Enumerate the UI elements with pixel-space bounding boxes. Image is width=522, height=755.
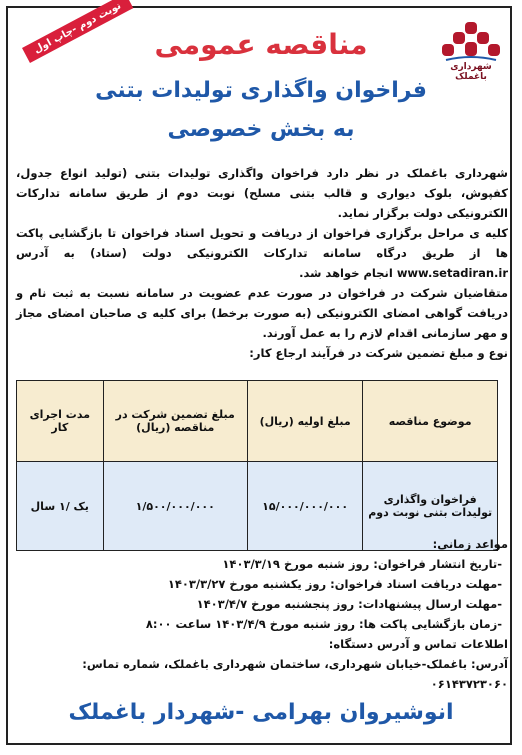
table-header-row xyxy=(17,381,498,462)
paragraph-2 xyxy=(16,223,508,283)
schedule-heading: مواعد زمانی: xyxy=(432,537,508,551)
logo-caption: شهرداری باغملک xyxy=(450,62,492,82)
edition-ribbon: نوبت دوم -چاپ اول xyxy=(22,0,133,63)
cell-duration: یک /۱ سال xyxy=(17,462,104,551)
schedule-item: -تاریخ انتشار فراخوان: روز شنبه مورخ ۱۴۰۳/۳/۱۹ xyxy=(222,557,502,571)
notice-body xyxy=(16,163,508,363)
paragraph-4: نوع و مبلغ تضمین شرکت در فرآیند ارجاع کار: xyxy=(249,346,508,360)
paragraph-3: متقاضیان شرکت در فراخوان در صورت عدم عضویت در سامانه نسبت به ثبت نام و دریافت گواهی امضای الکترونیکی (به صورت برخط) برای کلیه ی صاحبان امضای مجاز و مهر سازمانی اقدام لازم را به عمل آورند. xyxy=(16,286,508,340)
schedule-item: -مهلت دریافت اسناد فراخوان: روز یکشنبه مورخ ۱۴۰۳/۳/۲۷ xyxy=(167,577,502,591)
header-guarantee-amount: مبلغ تضمین شرکت در مناقصه (ریال) xyxy=(103,381,247,462)
contact-heading: اطلاعات تماس و آدرس دستگاه: xyxy=(328,637,508,651)
cell-initial-amount: ۱۵/۰۰۰/۰۰۰/۰۰۰ xyxy=(247,462,362,551)
header-duration: مدت اجرای کار xyxy=(17,381,104,462)
notice-title: مناقصه عمومی xyxy=(154,28,368,61)
header-initial-amount: مبلغ اولیه (ریال) xyxy=(247,381,362,462)
notice-subtitle: فراخوان واگذاری تولیدات بتنی xyxy=(95,78,427,103)
notice-subtitle-2: به بخش خصوصی xyxy=(167,117,355,142)
schedule-section xyxy=(16,534,508,694)
paragraph-2-start: کلیه ی مراحل برگزاری فراخوان از دریافت و تحویل اسناد فراخوان تا بازگشایی پاکت ها از طریق درگاه سامانه تدارکات الکترونیکی دولت (ستاد) به آدرس xyxy=(16,226,508,260)
cell-guarantee-amount: ۱/۵۰۰/۰۰۰/۰۰۰ xyxy=(103,462,247,551)
paragraph-2-end: انجام خواهد شد. xyxy=(299,266,393,280)
cell-subject: فراخوان واگذاری تولیدات بتنی نوبت دوم xyxy=(363,462,498,551)
contact-address: آدرس: باغملک-خیابان شهرداری، ساختمان شهرداری باغملک، شماره تماس: ۰۶۱۴۳۷۲۳۰۶۰ xyxy=(82,657,508,691)
header-subject: موضوع مناقصه xyxy=(363,381,498,462)
schedule-item: -زمان بازگشایی پاکت ها: روز شنبه مورخ ۱۴۰۳/۴/۹ ساعت ۸:۰۰ xyxy=(145,617,502,631)
paragraph-1: شهرداری باغملک در نظر دارد فراخوان واگذاری تولیدات بتنی (تولید انواع جدول، کفپوش، بلوک دیواری و قالب بتنی مسلح) نوبت دوم از طریق سامانه تدارکات الکترونیکی دولت برگزار نماید. xyxy=(16,166,508,220)
setad-url-link[interactable]: www.setadiran.ir xyxy=(396,266,508,280)
tender-table xyxy=(16,380,498,551)
schedule-item: -مهلت ارسال پیشنهادات: روز پنجشنبه مورخ ۱۴۰۳/۴/۷ xyxy=(196,597,502,611)
signature: انوشیروان بهرامی -شهردار باغملک xyxy=(68,700,454,725)
